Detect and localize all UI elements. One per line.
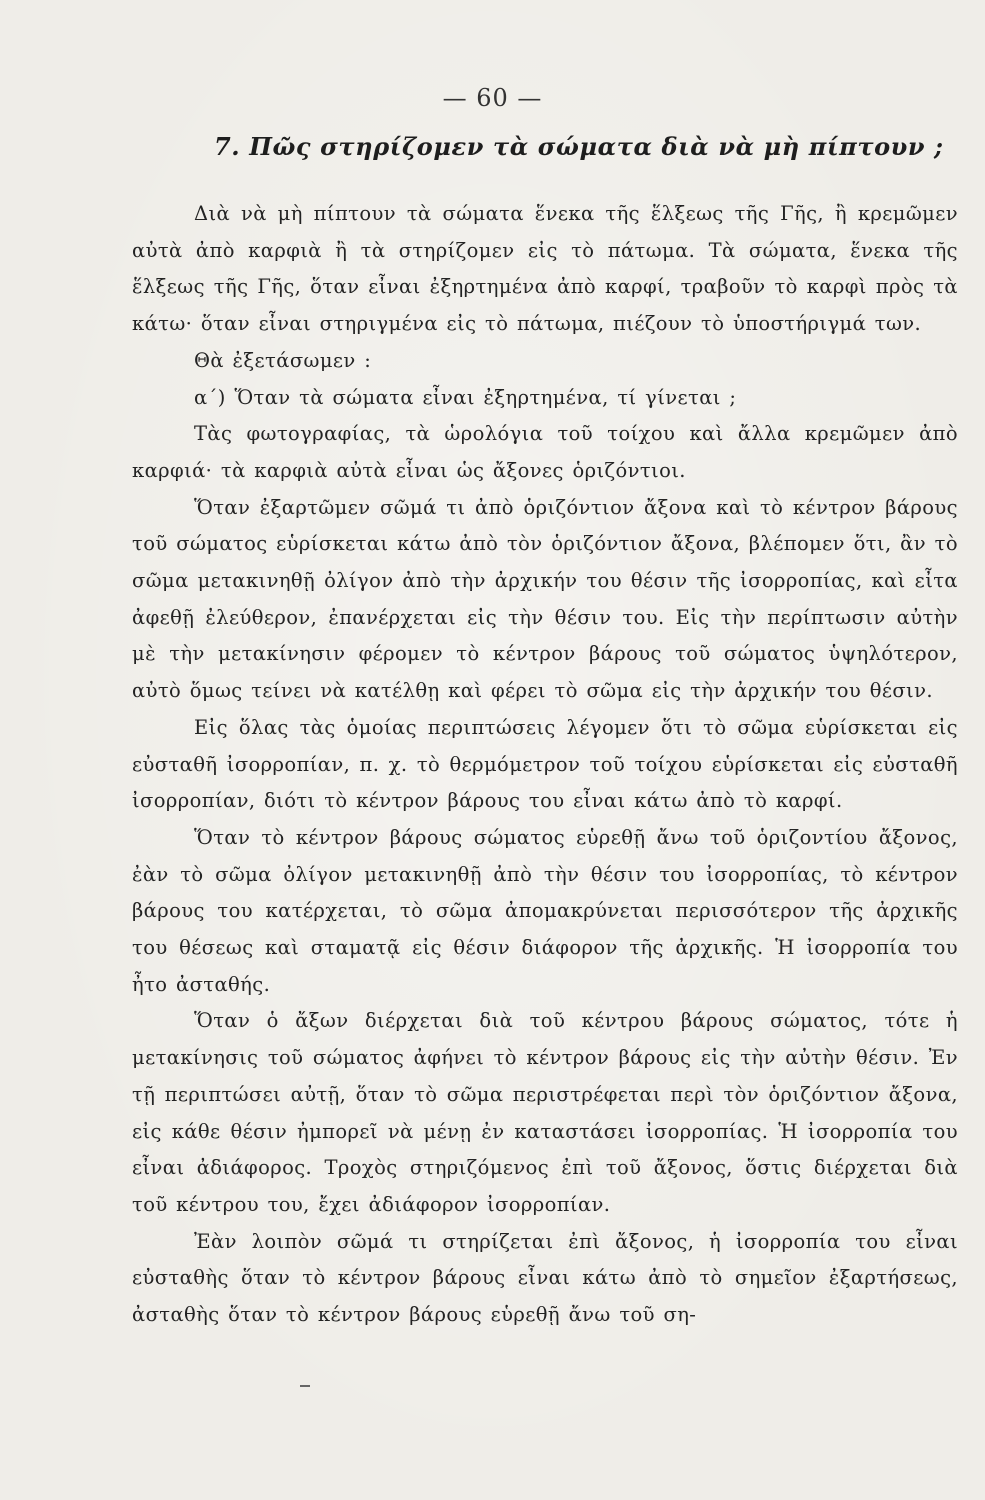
paragraph-stable-explanation: Ὅταν ἐξαρτῶμεν σῶμά τι ἀπὸ ὁριζόντιον ἄξονα καὶ τὸ κέντρον βάρους τοῦ σώματος εὑρίσκεται κάτω ἀπὸ τὸν ὁριζόντιον ἄξονα, βλέπομεν ὅτι, ἂν τὸ σῶμα μετακινηθῇ ὀλίγον ἀπὸ τὴν ἀρχικήν του θέσιν τῆς ἰσορροπίας, καὶ εἶτα ἀφεθῇ ἐλεύθερον, ἐπανέρχεται εἰς τὴν θέσιν του. Εἰς τὴν περίπτωσιν αὐτὴν μὲ τὴν μετακίνησιν φέρομεν τὸ κέντρον βάρους τοῦ σώματος ὑψηλότερον, αὐτὸ ὅμως τείνει νὰ κατέλθῃ καὶ φέρει τὸ σῶμα εἰς τὴν ἀρχικήν του θέσιν. bbox=[132, 495, 958, 703]
paragraph-stable-equilibrium: Εἰς ὅλας τὰς ὁμοίας περιπτώσεις λέγομεν ὅτι τὸ σῶμα εὑρίσκεται εἰς εὐσταθῆ ἰσορροπίαν, π. χ. τὸ θερμόμετρον τοῦ τοίχου εὑρίσκεται εἰς εὐσταθῆ ἰσορροπίαν, διότι τὸ κέντρον βάρους του εἶναι κάτω ἀπὸ τὸ καρφί. bbox=[132, 715, 958, 813]
body-text bbox=[132, 196, 958, 1334]
section-heading: 7. Πῶς στηρίζομεν τὰ σώματα διὰ νὰ μὴ πίπτουν ; bbox=[214, 132, 944, 161]
paragraph-intro: Διὰ νὰ μὴ πίπτουν τὰ σώματα ἕνεκα τῆς ἕλξεως τῆς Γῆς, ἢ κρεμῶμεν αὐτὰ ἀπὸ καρφιὰ ἢ τὰ στηρίζομεν εἰς τὸ πάτωμα. Τὰ σώματα, ἕνεκα τῆς ἕλξεως τῆς Γῆς, ὅταν εἶναι ἐξηρτημένα ἀπὸ καρφί, τραβοῦν τὸ καρφὶ πρὸς τὰ κάτω· ὅταν εἶναι στηριγμένα εἰς τὸ πάτωμα, πιέζουν τὸ ὑποστήριγμά των. bbox=[132, 202, 958, 336]
paragraph-case-a: α΄) Ὅταν τὰ σώματα εἶναι ἐξηρτημένα, τί γίνεται ; bbox=[194, 385, 737, 409]
paragraph-examine: Θὰ ἐξετάσωμεν : bbox=[194, 348, 372, 372]
paragraph-summary: Ἐὰν λοιπὸν σῶμά τι στηρίζεται ἐπὶ ἄξονος, ἡ ἰσορροπία του εἶναι εὐσταθὴς ὅταν τὸ κέντρον βάρους εἶναι κάτω ἀπὸ τὸ σημεῖον ἐξαρτήσεως, ἀσταθὴς ὅταν τὸ κέντρον βάρους εὑρεθῇ ἄνω τοῦ ση- bbox=[132, 1229, 958, 1327]
page-number: — 60 — bbox=[442, 84, 543, 112]
paragraph-examples: Τὰς φωτογραφίας, τὰ ὡρολόγια τοῦ τοίχου καὶ ἄλλα κρεμῶμεν ἀπὸ καρφιά· τὰ καρφιὰ αὐτὰ εἶναι ὡς ἄξονες ὁριζόντιοι. bbox=[132, 422, 958, 482]
footer-mark bbox=[300, 1385, 310, 1387]
paragraph-neutral-equilibrium: Ὅταν ὁ ἄξων διέρχεται διὰ τοῦ κέντρου βάρους σώματος, τότε ἡ μετακίνησις τοῦ σώματος ἀφήνει τὸ κέντρον βάρους εἰς τὴν αὐτὴν θέσιν. Ἐν τῇ περιπτώσει αὐτῇ, ὅταν τὸ σῶμα περιστρέφεται περὶ τὸν ὁριζόντιον ἄξονα, εἰς κάθε θέσιν ἠμπορεῖ νὰ μένῃ ἐν καταστάσει ἰσορροπίας. Ἡ ἰσορροπία του εἶναι ἀδιάφορος. Τροχὸς στηριζόμενος ἐπὶ τοῦ ἄξονος, ὅστις διέρχεται διὰ τοῦ κέντρου του, ἔχει ἀδιάφορον ἰσορροπίαν. bbox=[132, 1009, 958, 1216]
paragraph-unstable-equilibrium: Ὅταν τὸ κέντρον βάρους σώματος εὑρεθῇ ἄνω τοῦ ὁριζοντίου ἄξονος, ἐὰν τὸ σῶμα ὀλίγον μετακινηθῇ ἀπὸ τὴν θέσιν του ἰσορροπίας, τὸ κέντρον βάρους του κατέρχεται, τὸ σῶμα ἀπομακρύνεται περισσότερον τῆς ἀρχικῆς του θέσεως καὶ σταματᾷ εἰς θέσιν διάφορον τῆς ἀρχικῆς. Ἡ ἰσορροπία του ἦτο ἀσταθής. bbox=[132, 825, 958, 996]
